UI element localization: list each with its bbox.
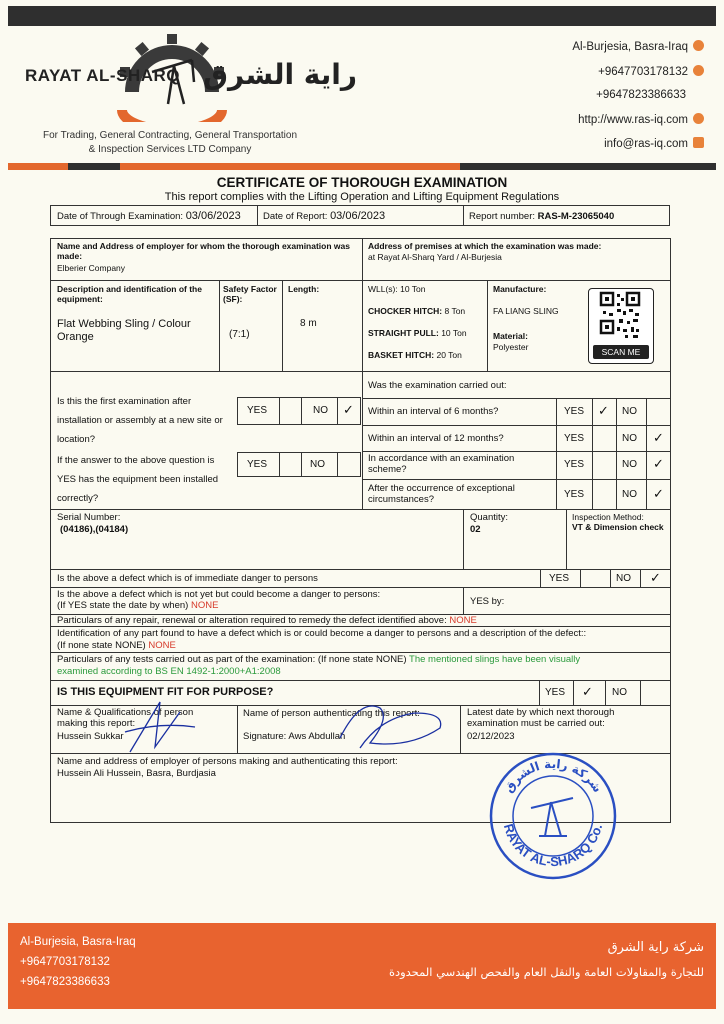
examination-scheme: In accordance with an examination scheme? xyxy=(368,453,515,475)
future-danger-question: Is the above a defect which is not yet but could become a danger to persons: (If YES state the date by when) NONE xyxy=(57,589,381,611)
qr-code[interactable] xyxy=(588,288,654,364)
next-exam-label: Latest date by which next thorough examination must be carried out: xyxy=(467,707,615,729)
interval-6-months: Within an interval of 6 months? xyxy=(368,406,499,417)
report-person-value: Hussein Sukkar xyxy=(57,731,124,742)
footer-arabic-tagline: للتجارة والمقاولات العامة والنقل العام والفحص الهندسي المحدودة xyxy=(388,965,704,979)
r3-no-check-icon: ✓ xyxy=(653,456,664,471)
immediate-danger-question: Is the above a defect which is of immediate danger to persons xyxy=(57,573,318,584)
contact-website[interactable] xyxy=(578,113,704,126)
tests-value-line1: The mentioned slings have been visually xyxy=(409,654,581,665)
repair-particulars: Particulars of any repair, renewal or alteration required to remedy the defect identified above: NONE xyxy=(57,615,477,626)
fit-yes-check-icon: ✓ xyxy=(582,684,593,699)
fit-for-purpose-question: IS THIS EQUIPMENT FIT FOR PURPOSE? xyxy=(57,686,274,698)
wll-value: WLL(s): 10 Ton xyxy=(368,284,426,294)
defect-identification: Identification of any part found to have a defect which is or could become a danger to persons and a description of the defect:: (If none state NONE) NONE xyxy=(57,628,587,651)
report-number-value: RAS-M-23065040 xyxy=(537,211,615,222)
logo-text-english: RAYAT AL-SHARQ xyxy=(25,66,180,85)
inspection-method-value: VT & Dimension check xyxy=(572,522,664,532)
serial-value: (04186),(04184) xyxy=(60,524,129,535)
r2-no-check-icon: ✓ xyxy=(653,430,664,445)
tagline-line2: & Inspection Services LTD Company xyxy=(88,144,252,155)
mail-icon xyxy=(693,137,704,148)
employer-label: Name and Address of employer for whom the thorough examination was made: xyxy=(57,241,350,261)
signature-scribble-1 xyxy=(120,692,200,762)
q1-yes[interactable]: YES xyxy=(247,405,268,416)
q2-yes[interactable]: YES xyxy=(247,459,268,470)
header-divider-accent xyxy=(120,163,460,170)
quantity-value: 02 xyxy=(470,524,481,535)
signature-scribble-2 xyxy=(320,688,450,758)
location-icon xyxy=(693,40,704,51)
svg-text:RAYAT AL-SHARQ Co.: RAYAT AL-SHARQ Co. xyxy=(500,822,606,870)
length-value: 8 m xyxy=(300,318,317,329)
serial-label: Serial Number: xyxy=(57,512,121,523)
safety-factor-label: Safety Factor (SF): xyxy=(223,284,277,304)
q2-no[interactable]: NO xyxy=(310,459,325,470)
r1-yes[interactable]: YES xyxy=(564,406,585,417)
footer-address: Al-Burjesia, Basra-Iraq xyxy=(20,936,136,948)
certificate-subtitle: This report complies with the Lifting Operation and Lifting Equipment Regulations xyxy=(164,191,560,203)
tagline-line1: For Trading, General Contracting, General Transportation xyxy=(42,130,298,141)
company-stamp xyxy=(487,750,619,882)
fit-no[interactable]: NO xyxy=(612,687,627,698)
employer-persons-value: Hussein Ali Hussein, Basra, Burdjasia xyxy=(57,768,216,779)
tests-particulars: Particulars of any tests carried out as part of the examination: (If none state NONE) The mentioned slings have been visually examined according to BS EN 1492-1:2000+A1:2008 xyxy=(57,654,667,678)
contact-address-text: Al-Burjesia, Basra-Iraq xyxy=(572,41,688,53)
manufacture-label: Manufacture: xyxy=(493,284,547,294)
date-exam-value: 03/06/2023 xyxy=(185,210,241,222)
immediate-yes[interactable]: YES xyxy=(549,573,570,584)
r1-no[interactable]: NO xyxy=(622,406,637,417)
premises-label: Address of premises at which the examination was made: xyxy=(368,241,602,251)
defect-identification-value: NONE xyxy=(148,640,176,651)
qr-scan-label: SCAN ME xyxy=(593,345,649,359)
contact-phone1-text: +9647703178132 xyxy=(598,66,688,78)
manufacture-value: FA LIANG SLING xyxy=(493,306,559,316)
q1-no-check-icon: ✓ xyxy=(343,402,354,417)
material-value: Polyester xyxy=(493,342,529,352)
contact-email-text[interactable]: info@ras-iq.com xyxy=(604,138,688,150)
equipment-desc-label: Description and identification of the equipment: xyxy=(57,284,202,304)
basket-hitch: BASKET HITCH: 20 Ton xyxy=(368,350,462,360)
safety-factor-value: (7:1) xyxy=(229,329,250,340)
r3-yes[interactable]: YES xyxy=(564,459,585,470)
contact-phone2 xyxy=(596,89,686,101)
r4-no-check-icon: ✓ xyxy=(653,486,664,501)
authenticator-value: Signature: Aws Abdullah xyxy=(243,731,346,742)
employer-persons-label: Name and address of employer of persons making and authenticating this report: xyxy=(57,756,398,767)
qr-code-icon xyxy=(589,289,651,345)
fit-yes[interactable]: YES xyxy=(545,687,566,698)
r2-no[interactable]: NO xyxy=(622,433,637,444)
phone-icon xyxy=(693,65,704,76)
immediate-no-check-icon: ✓ xyxy=(650,570,661,585)
contact-address xyxy=(572,40,704,53)
header-divider-accent-left xyxy=(8,163,68,170)
globe-icon xyxy=(693,113,704,124)
employer-value: Elberier Company xyxy=(57,263,126,273)
footer-phone1: +9647703178132 xyxy=(20,956,110,968)
equipment-desc-value: Flat Webbing Sling / Colour Orange xyxy=(57,318,191,343)
yes-by-label: YES by: xyxy=(470,596,505,607)
interval-12-months: Within an interval of 12 months? xyxy=(368,433,504,444)
report-number-label: Report number: RAS-M-23065040 xyxy=(469,211,615,222)
material-label: Material: xyxy=(493,331,528,341)
choker-hitch: CHOCKER HITCH: 8 Ton xyxy=(368,306,466,316)
top-bar xyxy=(8,6,716,26)
contact-phone2-text: +9647823386633 xyxy=(596,89,686,101)
r3-no[interactable]: NO xyxy=(622,459,637,470)
company-tagline xyxy=(28,129,312,157)
length-label: Length: xyxy=(288,284,320,294)
report-person-label: Name & Qualifications of person making this report: xyxy=(57,707,194,729)
date-report-value: 03/06/2023 xyxy=(330,210,386,222)
date-report-label: Date of Report: 03/06/2023 xyxy=(263,210,386,222)
premises-value: at Rayat Al-Sharq Yard / Al-Burjesia xyxy=(368,252,502,262)
r1-yes-check-icon: ✓ xyxy=(598,403,609,418)
exceptional-circumstances: After the occurrence of exceptional circumstances? xyxy=(368,483,515,505)
future-danger-value: NONE xyxy=(190,600,219,611)
tests-value-line2: examined according to BS EN 1492-1:2000+A1:2008 xyxy=(57,666,281,677)
r4-no[interactable]: NO xyxy=(622,489,637,500)
footer-arabic-name: شركة راية الشرق xyxy=(607,940,704,955)
authenticator-label: Name of person authenticating this report: xyxy=(243,708,420,719)
contact-phone1 xyxy=(598,65,704,78)
footer-phone2: +9647823386633 xyxy=(20,976,110,988)
carried-out-label: Was the examination carried out: xyxy=(368,380,507,391)
immediate-no[interactable]: NO xyxy=(616,573,631,584)
contact-email[interactable] xyxy=(604,137,704,150)
repair-value: NONE xyxy=(449,615,477,626)
r4-yes[interactable]: YES xyxy=(564,489,585,500)
date-exam-label: Date of Through Examination: 03/06/2023 xyxy=(57,210,241,222)
logo-text-arabic: راية الشرق xyxy=(203,58,358,91)
question-first-exam: Is this the first examination after installation or assembly at a new site or location? xyxy=(57,396,223,445)
certificate-title: CERTIFICATE OF THOROUGH EXAMINATION xyxy=(216,175,508,190)
r2-yes[interactable]: YES xyxy=(564,433,585,444)
next-exam-value: 02/12/2023 xyxy=(467,731,515,742)
quantity-label: Quantity: xyxy=(470,512,509,523)
svg-text:شركة راية الشرق: شركة راية الشرق xyxy=(501,756,605,796)
inspection-method-label: Inspection Method: xyxy=(572,512,644,522)
question-installed-correctly: If the answer to the above question is YES has the equipment been installed correctly? xyxy=(57,455,219,504)
q1-no[interactable]: NO xyxy=(313,405,328,416)
contact-website-text[interactable]: http://www.ras-iq.com xyxy=(578,114,688,126)
straight-pull: STRAIGHT PULL: 10 Ton xyxy=(368,328,467,338)
